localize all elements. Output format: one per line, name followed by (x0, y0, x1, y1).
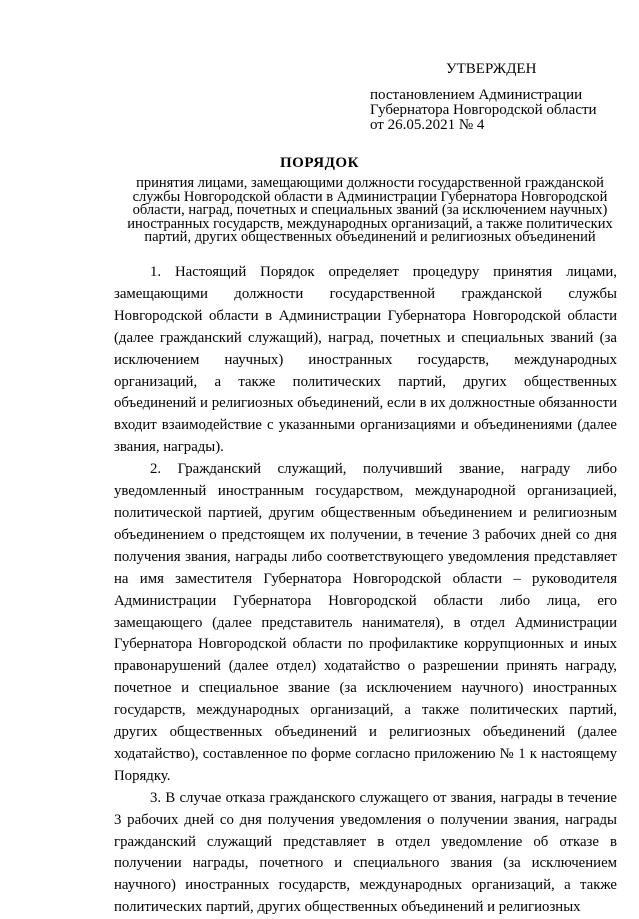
approval-block (370, 60, 630, 133)
document-title: ПОРЯДОК (280, 155, 359, 171)
approval-line: Губернатора Новгородской области (370, 102, 597, 118)
approval-line: постановлением Администрации (370, 87, 583, 103)
paragraph-2: 2. Гражданский служащий, получивший звание, награду либо уведомленный иностранным государством, международной организацией, политической партией, другим общественным объединением и религиозным объединением о предстоящем их получении, в течение 3 рабочих дней со дня получения звания, награды либо соответствующего уведомления представляет на имя заместителя Губернатора Новгородской области – руководителя Администрации Губернатора Новгородской области либо лица, его замещающего (далее представитель нанимателя), в отдел Администрации Губернатора Новгородской области по профилактике коррупционных и иных правонарушений (далее отдел) ходатайство о разрешении принять награду, почетное и специальное звание (за исключением научного) иностранных государств, международных организаций, а также политических партий, других общественных объединений и религиозных объединений (далее ходатайство), составленное по форме согласно приложению № 1 к настоящему Порядку. (114, 461, 617, 784)
subtitle-line: иностранных государств, международных организаций, а также политических (127, 215, 613, 232)
document-subtitle (100, 177, 639, 245)
subtitle-line: области, наград, почетных и специальных званий (за исключением научных) (132, 202, 608, 219)
paragraph-3: 3. В случае отказа гражданского служащего от звания, награды в течение 3 рабочих дней со дня получения уведомления о получении звания, награды гражданский служащий представляет в отдел уведомление об отказе в получении награды, почетного и специального звания (за исключением научного) иностранных государств, международных организаций, а также политических партий, других общественных объединений и религиозных (114, 789, 617, 916)
subtitle-line: принятия лицами, замещающими должности государственной гражданской (136, 175, 604, 191)
document-body (114, 262, 617, 919)
approval-line: от 26.05.2021 № 4 (370, 117, 485, 133)
subtitle-line: партий, других общественных объединений и религиозных объединений (144, 229, 596, 246)
subtitle-line: службы Новгородской области в Администрации Губернатора Новгородской (132, 188, 608, 205)
approval-title: УТВЕРЖДЕН (446, 61, 537, 77)
paragraph-1: 1. Настоящий Порядок определяет процедуру принятия лицами, замещающими должности государственной гражданской службы Новгородской области в Администрации Губернатора Новгородской области (далее гражданский служащий), наград, почетных и специальных званий (за исключением научных) иностранных государств, международных организаций, а также политических партий, других общественных объединений и религиозных объединений, если в их должностные обязанности входит взаимодействие с указанными организациями и объединениями (далее звания, награды). (114, 264, 617, 456)
